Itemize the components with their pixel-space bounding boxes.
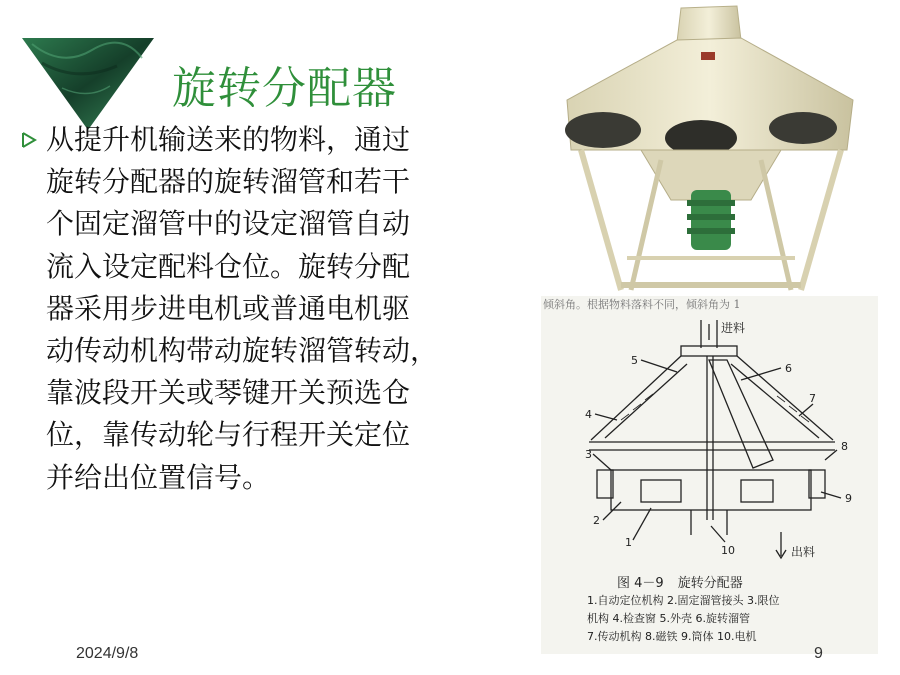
part-number-6: 6	[785, 362, 792, 375]
part-number-8: 8	[841, 440, 848, 453]
green-triangle-logo	[22, 38, 154, 130]
part-number-3: 3	[585, 448, 592, 461]
diagram-drawing	[541, 320, 878, 570]
bullet-arrow-icon	[20, 130, 38, 150]
legend-line: 机构 4.检查窗 5.外壳 6.旋转溜管	[587, 612, 750, 625]
distributor-photo	[541, 0, 877, 300]
body-line: 靠波段开关或琴键开关预选仓	[46, 376, 411, 410]
figure-title: 旋转分配器	[677, 576, 743, 591]
outlet-label: 出料	[791, 545, 816, 559]
body-line: 从提升机输送来的物料，通过	[46, 123, 411, 156]
figure-legend	[587, 592, 779, 646]
body-line: 并给出位置信号。	[46, 460, 271, 494]
part-number-9: 9	[845, 492, 852, 505]
distributor-diagram	[541, 296, 878, 654]
body-line: 位，靠传动轮与行程开关定位	[46, 418, 411, 452]
figure-caption	[617, 572, 743, 591]
slide-body-text	[46, 119, 516, 499]
body-line: 个固定溜管中的设定溜管自动	[46, 207, 411, 241]
legend-line: 7.传动机构 8.磁铁 9.筒体 10.电机	[587, 630, 757, 643]
slide-title: 旋转分配器	[172, 63, 397, 114]
footer-date: 2024/9/8	[76, 645, 139, 662]
part-number-2: 2	[593, 514, 600, 527]
part-number-1: 1	[625, 536, 632, 549]
body-line: 动传动机构带动旋转溜管转动，	[46, 334, 439, 368]
inlet-label: 进料	[721, 321, 746, 335]
part-number-5: 5	[631, 354, 638, 367]
part-number-10: 10	[721, 544, 735, 557]
body-line: 流入设定配料仓位。旋转分配	[46, 249, 411, 283]
part-number-4: 4	[585, 408, 592, 421]
legend-line: 1.自动定位机构 2.固定溜管接头 3.限位	[587, 594, 780, 607]
part-number-7: 7	[809, 392, 816, 405]
body-line: 器采用步进电机或普通电机驱	[46, 291, 411, 325]
page-number: 9	[814, 645, 823, 662]
body-line: 旋转分配器的旋转溜管和若干	[46, 165, 411, 199]
figure-number: 图 4－9	[617, 576, 664, 591]
diagram-header-fragment: 倾斜角。根据物料落料不同，倾斜角为 1	[543, 298, 741, 311]
